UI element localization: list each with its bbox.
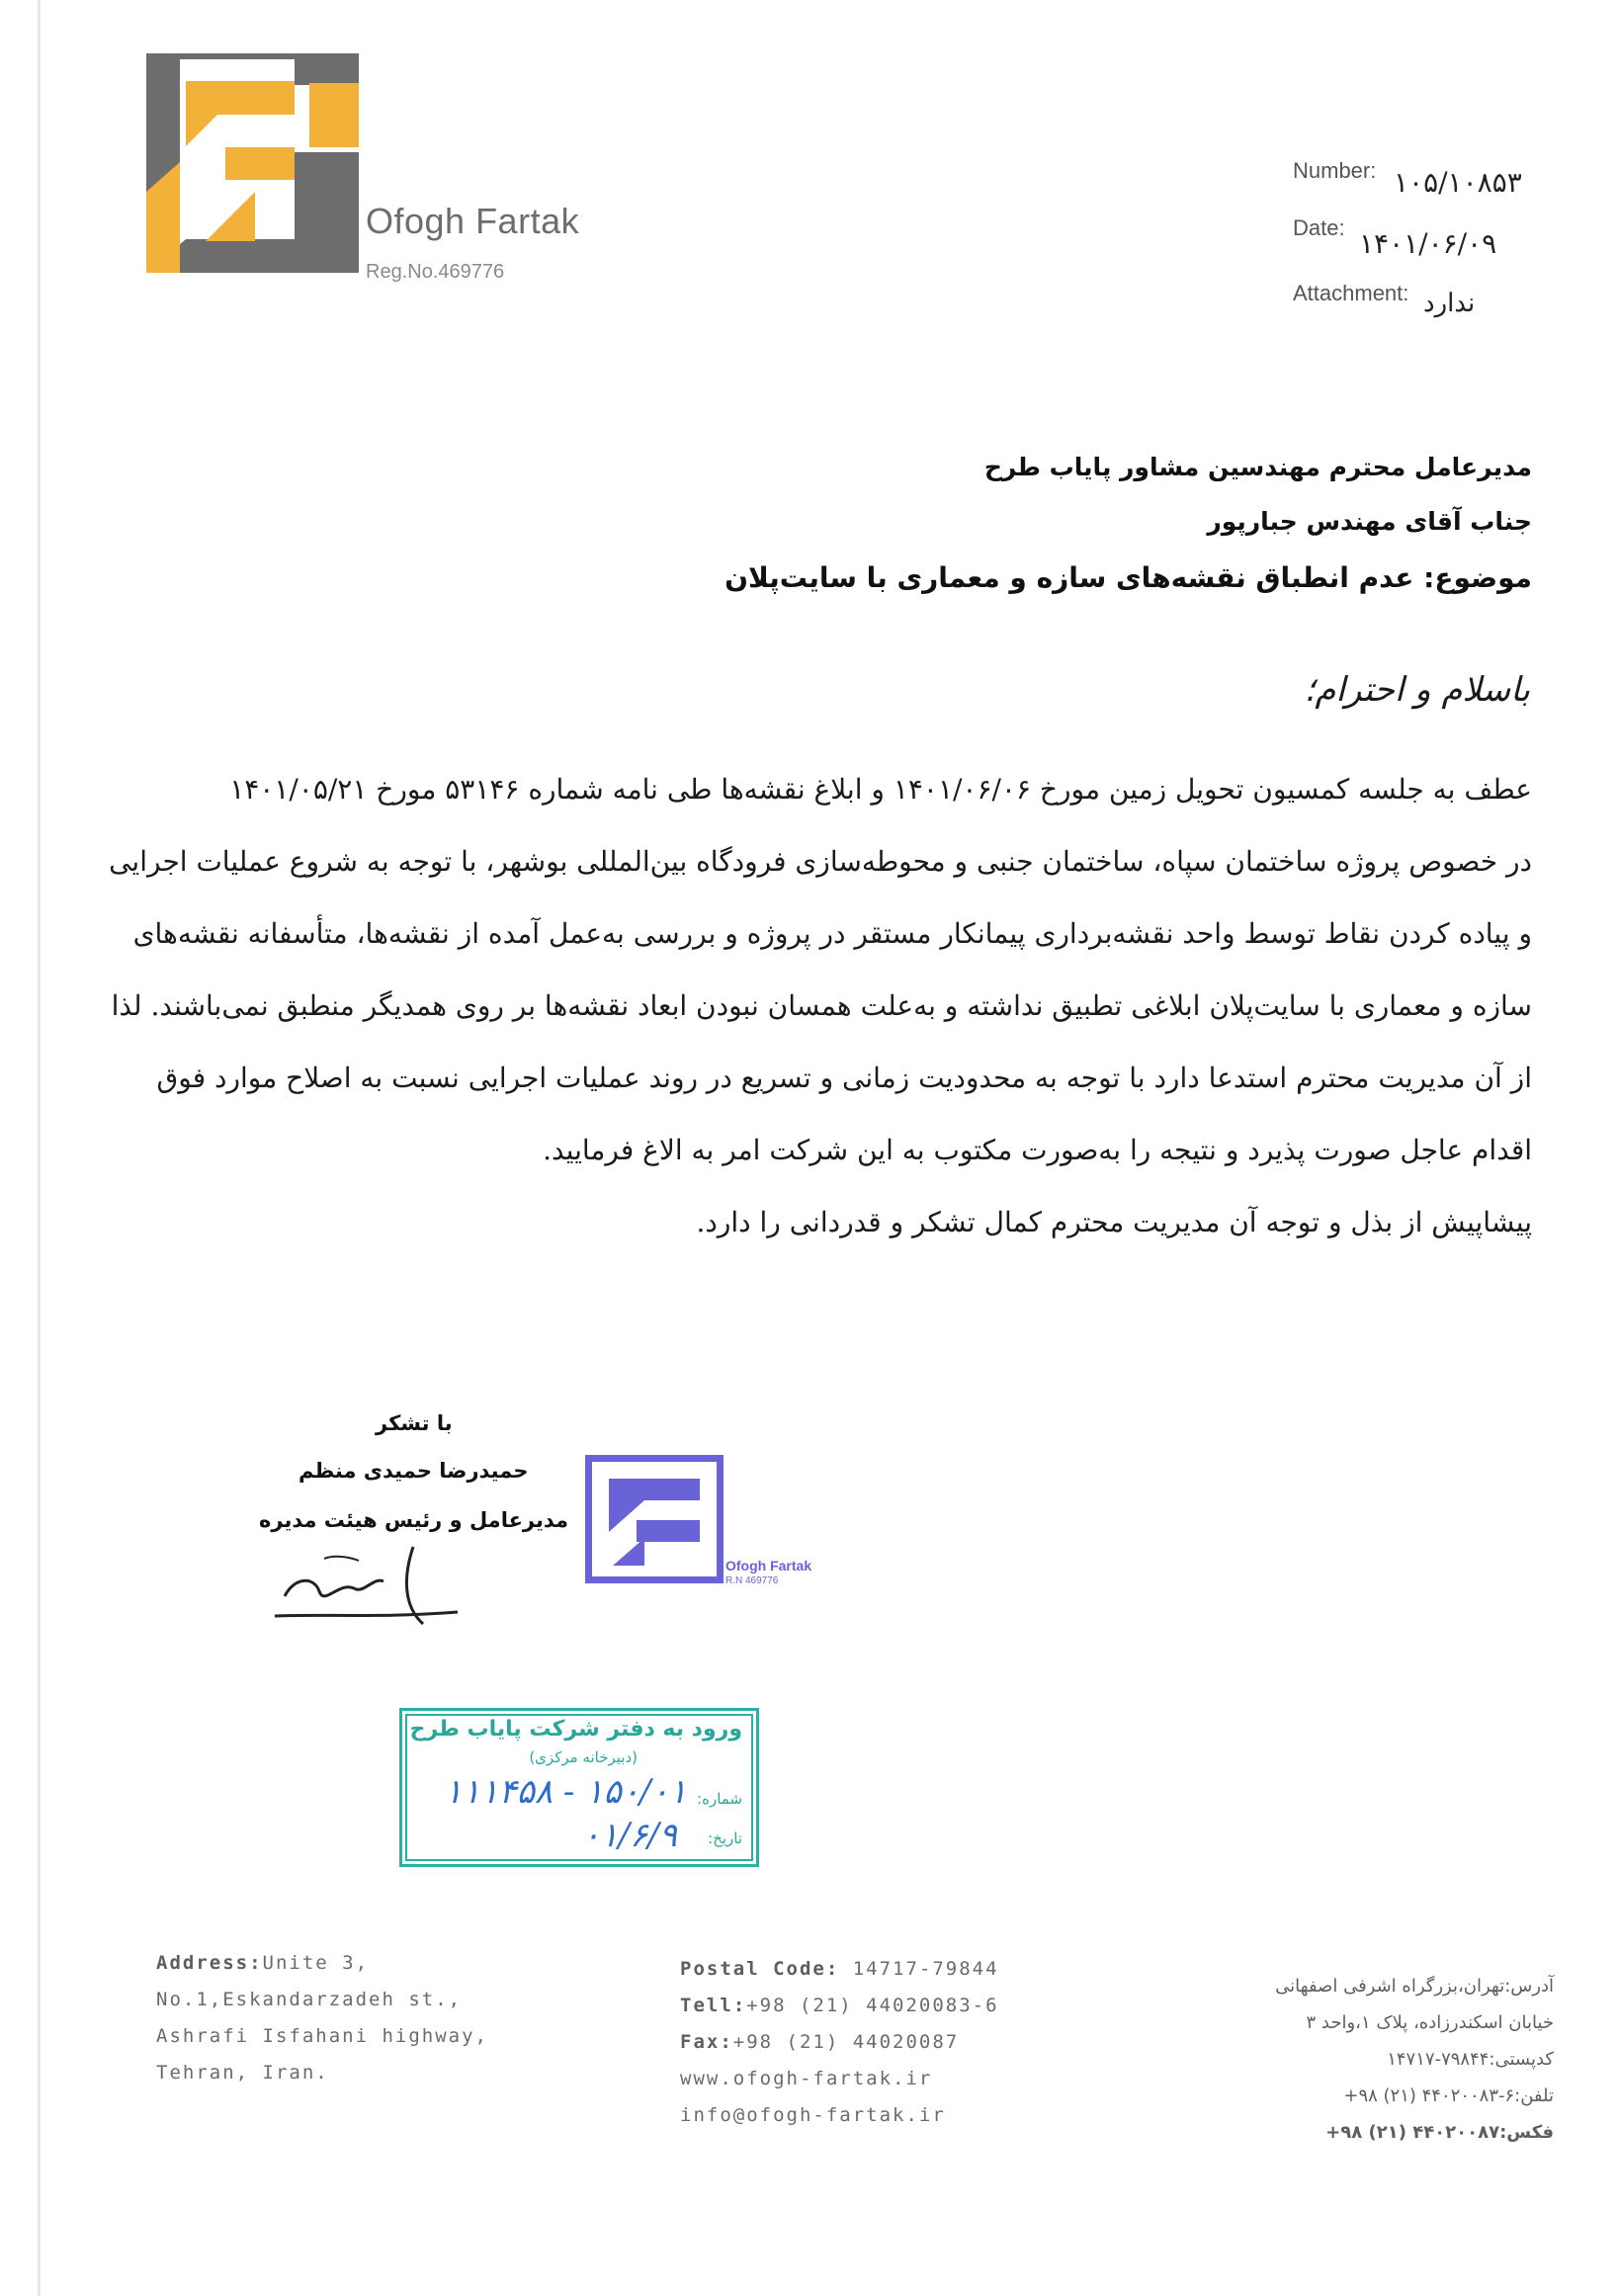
signature-thanks: با تشکر: [376, 1411, 453, 1435]
footer-address-fa: [1275, 1968, 1554, 2151]
number-label: Number:: [1293, 158, 1377, 183]
tell-value: +98 (21) 44020083-6: [746, 1995, 999, 2016]
body-line: سازه و معماری با سایت‌پلان ابلاغی تطبیق نداشته و به‌علت همسان نبودن ابعاد نقشه‌ها بر روی همدیگر منطبق نمی‌باشند. لذا: [111, 989, 1532, 1022]
signatory-title: مدیرعامل و رئیس هیئت مدیره: [259, 1508, 569, 1532]
company-name: Ofogh Fartak: [366, 201, 580, 241]
recipient-title: مدیرعامل محترم مهندسین مشاور پایاب طرح: [983, 453, 1532, 481]
letter-subject: موضوع: عدم انطباق نقشه‌های سازه و معماری با سایت‌پلان: [724, 561, 1532, 594]
stamp-brand: Ofogh Fartak: [725, 1558, 812, 1573]
attachment-label: Attachment:: [1293, 281, 1409, 305]
greeting: باسلام و احترام؛: [1304, 670, 1530, 710]
email-link[interactable]: info@ofogh-fartak.ir: [680, 2104, 946, 2126]
address-line: Unite 3,: [262, 1952, 370, 1974]
body-line: عطف به جلسه کمسیون تحویل زمین مورخ ۱۴۰۱/۰۶/۰۶ و ابلاغ نقشه‌ها طی نامه شماره ۵۳۱۴۶ مورخ ۱۴۰۱/۰۵/۲۱: [229, 773, 1532, 806]
handwritten-signature-icon: [265, 1537, 463, 1636]
body-line: از آن مدیریت محترم استدعا دارد با توجه به محدودیت زمانی و تسریع در روند عملیات اجرایی نسبت به اصلاح موارد فوق: [156, 1062, 1532, 1094]
recipient-name: جناب آقای مهندس جبارپور: [1207, 507, 1532, 536]
date-value: ۱۴۰۱/۰۶/۰۹: [1359, 227, 1497, 260]
fa-address-line: خیابان اسکندرزاده، پلاک ۱،واحد ۳: [1306, 2012, 1554, 2033]
body-line: اقدام عاجل صورت پذیرد و نتیجه را به‌صورت مکتوب به این شرکت امر به الاغ فرمایید.: [543, 1134, 1532, 1166]
letter-body: [89, 753, 1532, 1258]
receipt-date-value: ۰۱/۶/۹: [582, 1816, 677, 1855]
receipt-number-label: شماره:: [697, 1790, 742, 1808]
company-reg-number: Reg.No.469776: [366, 261, 505, 283]
address-line: Ashrafi Isfahani highway,: [156, 2025, 488, 2047]
postal-value: 14717-79844: [852, 1958, 999, 1980]
receipt-date-label: تاریخ:: [708, 1829, 742, 1847]
tell-label: Tell:: [680, 1995, 747, 2016]
footer-address: [156, 1945, 488, 2091]
fa-phone-line: تلفن:۶-۴۴۰۲۰۰۸۳ (۲۱) ۹۸+: [1343, 2085, 1554, 2106]
fa-fax-line: فکس:۴۴۰۲۰۰۸۷ (۲۱) ۹۸+: [1325, 2122, 1554, 2143]
address-line: No.1,Eskandarzadeh st.,: [156, 1989, 463, 2010]
scan-edge: [38, 0, 41, 2296]
fa-postal-line: کدپستی:۷۹۸۴۴-۱۴۷۱۷: [1387, 2049, 1554, 2070]
fax-label: Fax:: [680, 2031, 733, 2053]
company-logo-icon: [146, 53, 359, 273]
footer-contact: [680, 1951, 999, 2134]
fax-value: +98 (21) 44020087: [732, 2031, 960, 2053]
attachment-value: ندارد: [1423, 289, 1476, 318]
receipt-stamp: [399, 1708, 759, 1867]
company-stamp-icon: [585, 1455, 724, 1583]
receipt-stamp-subtitle: (دبیرخانه مرکزی): [529, 1748, 638, 1766]
fa-address-line: آدرس:تهران،بزرگراه اشرفی اصفهانی: [1275, 1976, 1554, 1997]
date-label: Date:: [1293, 215, 1345, 240]
body-line: پیشاپیش از بذل و توجه آن مدیریت محترم کمال تشکر و قدردانی را دارد.: [696, 1206, 1532, 1238]
number-value: ۱۰۵/۱۰۸۵۳: [1394, 166, 1522, 199]
postal-label: Postal Code:: [680, 1958, 840, 1980]
body-line: و پیاده کردن نقاط توسط واحد نقشه‌برداری پیمانکار مستقر در پروژه و بررسی به‌عمل آمده از نقشه‌ها، متأسفانه نقشه‌های: [132, 917, 1532, 950]
body-line: در خصوص پروژه ساختمان سپاه، ساختمان جنبی و محوطه‌سازی فرودگاه بین‌المللی بوشهر، با توجه به شروع عملیات اجرایی: [109, 845, 1532, 878]
website-link[interactable]: www.ofogh-fartak.ir: [680, 2068, 933, 2089]
address-line: Tehran, Iran.: [156, 2062, 329, 2083]
signatory-name: حمیدرضا حمیدی منظم: [298, 1459, 529, 1483]
receipt-number-value: ۱۵۰/۰۱ - ۱۱۱۴۵۸: [444, 1772, 687, 1812]
address-label: Address:: [156, 1952, 263, 1974]
stamp-reg: R.N 469776: [725, 1575, 779, 1586]
receipt-stamp-title: ورود به دفتر شرکت پایاب طرح: [409, 1717, 742, 1742]
